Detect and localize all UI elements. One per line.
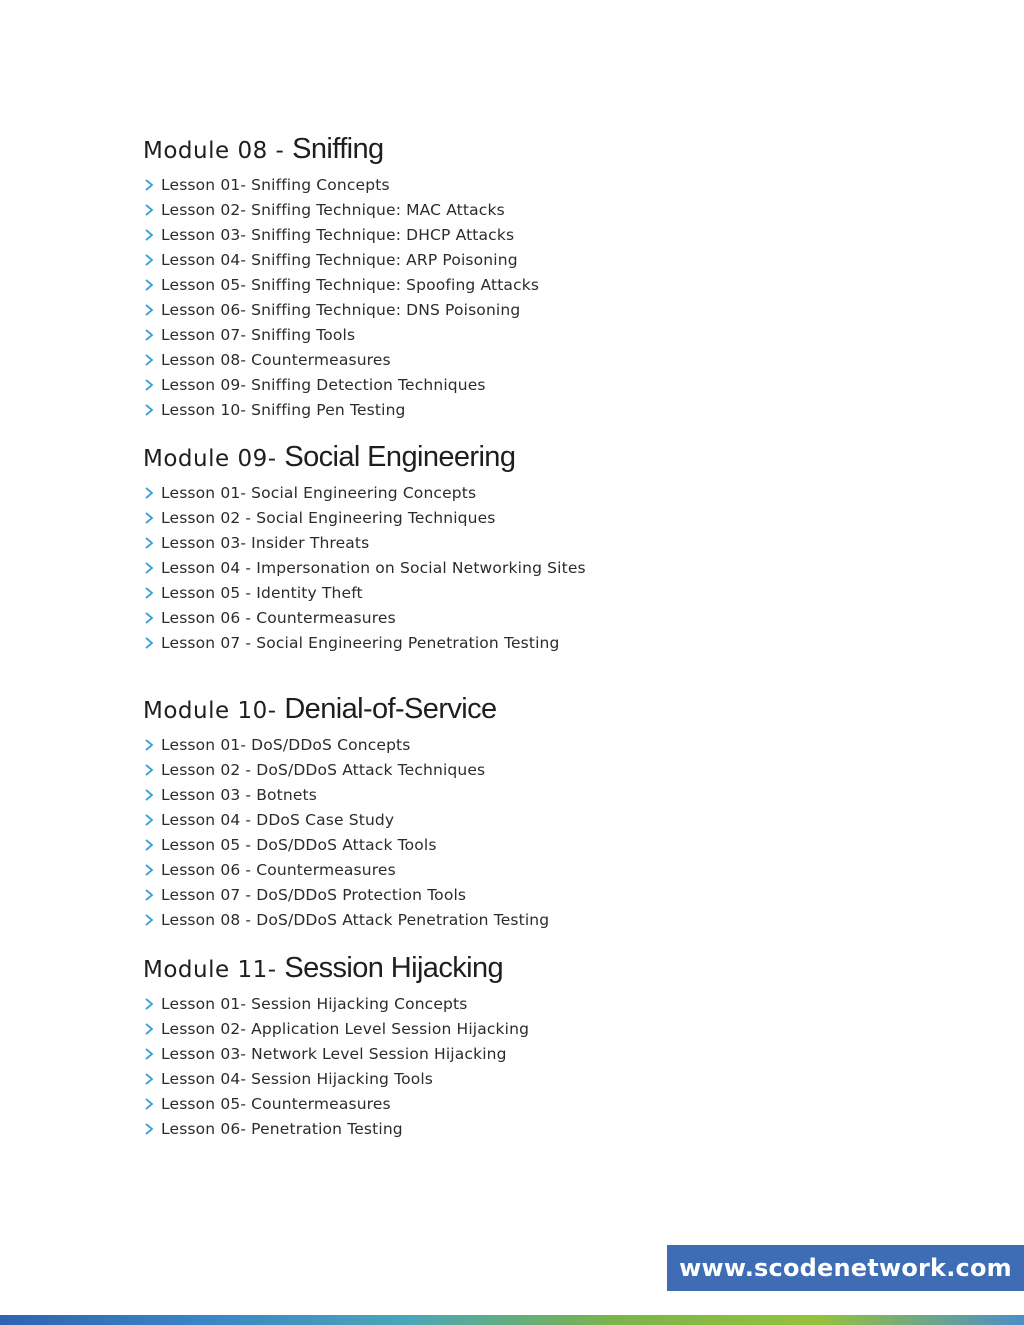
module-heading bbox=[143, 133, 843, 173]
lesson-item bbox=[143, 531, 843, 556]
lesson-item bbox=[143, 323, 843, 348]
module-title: Sniffing bbox=[292, 133, 384, 165]
lesson-item bbox=[143, 198, 843, 223]
chevron-right-icon bbox=[143, 327, 155, 343]
lesson-item bbox=[143, 373, 843, 398]
chevron-right-icon bbox=[143, 510, 155, 526]
lesson-title: Lesson 01- DoS/DDoS Concepts bbox=[161, 736, 411, 754]
chevron-right-icon bbox=[143, 912, 155, 928]
lesson-title: Lesson 01- Session Hijacking Concepts bbox=[161, 995, 468, 1013]
chevron-right-icon bbox=[143, 1121, 155, 1137]
lesson-item bbox=[143, 833, 843, 858]
lesson-item bbox=[143, 992, 843, 1017]
chevron-right-icon bbox=[143, 1096, 155, 1112]
lesson-title: Lesson 06 - Countermeasures bbox=[161, 861, 396, 879]
chevron-right-icon bbox=[143, 1071, 155, 1087]
lesson-title: Lesson 04 - Impersonation on Social Networking Sites bbox=[161, 559, 586, 577]
chevron-right-icon bbox=[143, 352, 155, 368]
lesson-item bbox=[143, 581, 843, 606]
lesson-title: Lesson 07 - DoS/DDoS Protection Tools bbox=[161, 886, 467, 904]
chevron-right-icon bbox=[143, 485, 155, 501]
lesson-title: Lesson 07- Sniffing Tools bbox=[161, 326, 356, 344]
module-number: Module 11- bbox=[143, 957, 285, 983]
module-number: Module 08 - bbox=[143, 138, 293, 164]
lesson-item bbox=[143, 556, 843, 581]
lesson-item bbox=[143, 398, 843, 423]
module-title: Session Hijacking bbox=[284, 952, 504, 984]
lesson-list bbox=[143, 733, 843, 933]
chevron-right-icon bbox=[143, 202, 155, 218]
lesson-item bbox=[143, 783, 843, 808]
chevron-right-icon bbox=[143, 535, 155, 551]
lesson-title: Lesson 09- Sniffing Detection Techniques bbox=[161, 376, 486, 394]
chevron-right-icon bbox=[143, 610, 155, 626]
lesson-item bbox=[143, 298, 843, 323]
lesson-title: Lesson 03 - Botnets bbox=[161, 786, 318, 804]
lesson-title: Lesson 05 - Identity Theft bbox=[161, 584, 363, 602]
lesson-list bbox=[143, 481, 843, 656]
chevron-right-icon bbox=[143, 787, 155, 803]
chevron-right-icon bbox=[143, 762, 155, 778]
lesson-title: Lesson 05- Sniffing Technique: Spoofing Attacks bbox=[161, 276, 540, 294]
chevron-right-icon bbox=[143, 812, 155, 828]
module-number: Module 09- bbox=[143, 446, 285, 472]
lesson-item bbox=[143, 1092, 843, 1117]
module-title: Social Engineering bbox=[284, 441, 516, 473]
module-heading bbox=[143, 693, 843, 733]
lesson-title: Lesson 01- Sniffing Concepts bbox=[161, 176, 390, 194]
lesson-item bbox=[143, 606, 843, 631]
lesson-title: Lesson 02 - Social Engineering Techniques bbox=[161, 509, 496, 527]
lesson-item bbox=[143, 631, 843, 656]
chevron-right-icon bbox=[143, 1021, 155, 1037]
footer-gradient-bar bbox=[0, 1315, 1024, 1325]
lesson-title: Lesson 08 - DoS/DDoS Attack Penetration Testing bbox=[161, 911, 550, 929]
chevron-right-icon bbox=[143, 862, 155, 878]
chevron-right-icon bbox=[143, 837, 155, 853]
chevron-right-icon bbox=[143, 737, 155, 753]
lesson-item bbox=[143, 248, 843, 273]
lesson-item bbox=[143, 506, 843, 531]
lesson-title: Lesson 05- Countermeasures bbox=[161, 1095, 391, 1113]
chevron-right-icon bbox=[143, 887, 155, 903]
lesson-item bbox=[143, 758, 843, 783]
lesson-title: Lesson 06- Penetration Testing bbox=[161, 1120, 403, 1138]
module-heading bbox=[143, 441, 843, 481]
chevron-right-icon bbox=[143, 402, 155, 418]
lesson-list bbox=[143, 992, 843, 1142]
lesson-title: Lesson 10- Sniffing Pen Testing bbox=[161, 401, 406, 419]
chevron-right-icon bbox=[143, 560, 155, 576]
lesson-title: Lesson 08- Countermeasures bbox=[161, 351, 391, 369]
lesson-item bbox=[143, 733, 843, 758]
lesson-title: Lesson 06 - Countermeasures bbox=[161, 609, 396, 627]
module-section bbox=[143, 133, 843, 423]
lesson-item bbox=[143, 223, 843, 248]
chevron-right-icon bbox=[143, 177, 155, 193]
lesson-title: Lesson 02 - DoS/DDoS Attack Techniques bbox=[161, 761, 486, 779]
lesson-title: Lesson 04- Sniffing Technique: ARP Poisoning bbox=[161, 251, 518, 269]
lesson-title: Lesson 06- Sniffing Technique: DNS Poisoning bbox=[161, 301, 521, 319]
lesson-title: Lesson 03- Sniffing Technique: DHCP Attacks bbox=[161, 226, 515, 244]
lesson-title: Lesson 01- Social Engineering Concepts bbox=[161, 484, 477, 502]
lesson-list bbox=[143, 173, 843, 423]
chevron-right-icon bbox=[143, 996, 155, 1012]
lesson-item bbox=[143, 1017, 843, 1042]
chevron-right-icon bbox=[143, 252, 155, 268]
website-url-banner[interactable]: www.scodenetwork.com bbox=[667, 1245, 1024, 1291]
lesson-title: Lesson 02- Sniffing Technique: MAC Attacks bbox=[161, 201, 505, 219]
lesson-title: Lesson 07 - Social Engineering Penetration Testing bbox=[161, 634, 560, 652]
lesson-item bbox=[143, 173, 843, 198]
lesson-item bbox=[143, 1042, 843, 1067]
lesson-item bbox=[143, 883, 843, 908]
lesson-title: Lesson 03- Network Level Session Hijacking bbox=[161, 1045, 507, 1063]
lesson-title: Lesson 04 - DDoS Case Study bbox=[161, 811, 395, 829]
lesson-item bbox=[143, 481, 843, 506]
module-section bbox=[143, 952, 843, 1142]
module-section bbox=[143, 441, 843, 656]
lesson-title: Lesson 03- Insider Threats bbox=[161, 534, 370, 552]
module-section bbox=[143, 693, 843, 933]
chevron-right-icon bbox=[143, 635, 155, 651]
lesson-title: Lesson 02- Application Level Session Hijacking bbox=[161, 1020, 530, 1038]
lesson-item bbox=[143, 858, 843, 883]
lesson-item bbox=[143, 1117, 843, 1142]
lesson-title: Lesson 05 - DoS/DDoS Attack Tools bbox=[161, 836, 437, 854]
lesson-item bbox=[143, 273, 843, 298]
module-number: Module 10- bbox=[143, 698, 285, 724]
chevron-right-icon bbox=[143, 277, 155, 293]
chevron-right-icon bbox=[143, 585, 155, 601]
chevron-right-icon bbox=[143, 302, 155, 318]
lesson-item bbox=[143, 1067, 843, 1092]
chevron-right-icon bbox=[143, 1046, 155, 1062]
chevron-right-icon bbox=[143, 377, 155, 393]
chevron-right-icon bbox=[143, 227, 155, 243]
module-heading bbox=[143, 952, 843, 992]
lesson-item bbox=[143, 908, 843, 933]
lesson-title: Lesson 04- Session Hijacking Tools bbox=[161, 1070, 434, 1088]
lesson-item bbox=[143, 808, 843, 833]
module-title: Denial-of-Service bbox=[284, 693, 497, 725]
lesson-item bbox=[143, 348, 843, 373]
